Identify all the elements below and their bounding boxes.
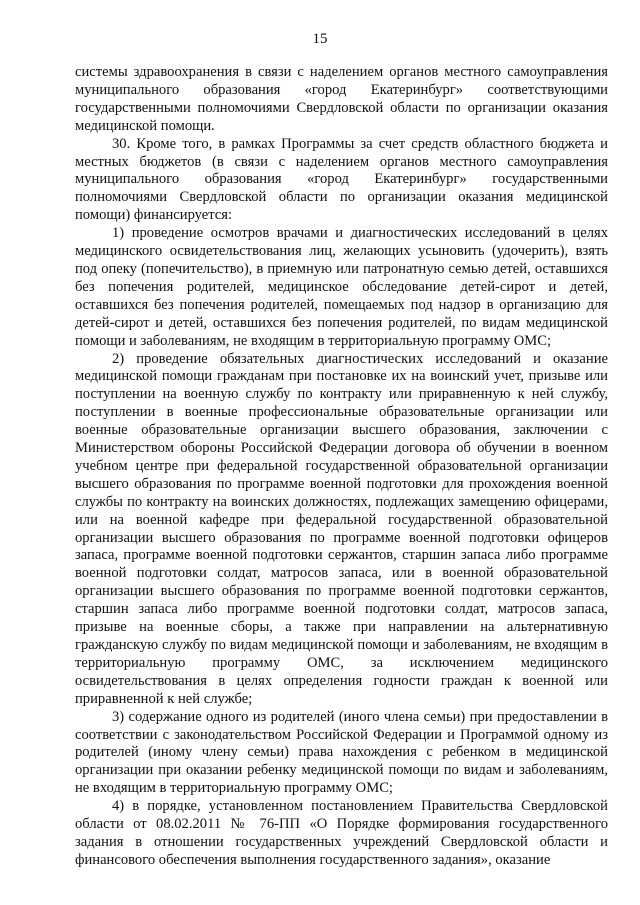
document-body — [75, 64, 608, 870]
paragraph-subitem-4: 4) в порядке, установленном постановлением Правительства Свердловской области от 08.02.2011 № 76-ПП «О Порядке формирования государственного задания в отношении государственных учреждений Свердловской области и финансового обеспечения выполнения государственного задания», оказание — [75, 798, 608, 868]
paragraph-subitem-2: 2) проведение обязательных диагностических исследований и оказание медицинской помощи гражданам при постановке их на воинский учет, призыве или поступлении на военную службу по контракту или приравненную к ней службу, поступлении в военные профессиональные образовательные организации или военные образовательные организации высшего образования, заключении с Министерством обороны Российской Федерации договора об обучении в военном учебном центре при федеральной государственной образовательной организации высшего образования по программе военной подготовки для прохождения военной службы по контракту на воинских должностях, подлежащих замещению офицерами, или на военной кафедре при федеральной государственной образовательной организации высшего образования по программе военной подготовки офицеров запаса, программе военной подготовки сержантов, старшин запаса либо программе военной подготовки солдат, матросов запаса, или в военной образовательной организации высшего образования по программе военной подготовки сержантов, старшин запаса либо программе военной подготовки солдат, матросов запаса, призыве на военные сборы, а также при направлении на альтернативную гражданскую службу по видам медицинской помощи и заболеваниям, не входящим в территориальную программу ОМС, за исключением медицинского освидетельствования в целях определения годности граждан к военной или приравненной к ней службе; — [75, 350, 608, 707]
paragraph-item-30: 30. Кроме того, в рамках Программы за счет средств областного бюджета и местных бюджетов (в связи с наделением органов местного самоуправления муниципального образования «город Екатеринбург» государственными полномочиями Свердловской области по организации оказания медицинской помощи) финансируется: — [75, 135, 608, 224]
paragraph-subitem-3: 3) содержание одного из родителей (иного члена семьи) при предоставлении в соответствии с законодательством Российской Федерации и Программой одному из родителей (иному члену семьи) права нахождения с ребенком в медицинской организации при оказании ребенку медицинской помощи по видам и заболеваниям, не входящим в территориальную программу ОМС; — [75, 708, 608, 797]
paragraph-continuation: системы здравоохранения в связи с наделением органов местного самоуправления муниципального образования «город Екатеринбург» соответствующими государственными полномочиями Свердловской области по организации оказания медицинской помощи. — [75, 64, 608, 134]
page-number: 15 — [312, 31, 328, 47]
paragraph-subitem-1: 1) проведение осмотров врачами и диагностических исследований в целях медицинского освидетельствования лиц, желающих усыновить (удочерить), взять под опеку (попечительство), в приемную или патронатную семью детей, оставшихся без попечения родителей, медицинское обследование детей-сирот и детей, оставшихся без попечения родителей, помещаемых под надзор в организацию для детей-сирот и детей, оставшихся без попечения родителей, по видам медицинской помощи и заболеваниям, не входящим в территориальную программу ОМС; — [75, 225, 608, 349]
